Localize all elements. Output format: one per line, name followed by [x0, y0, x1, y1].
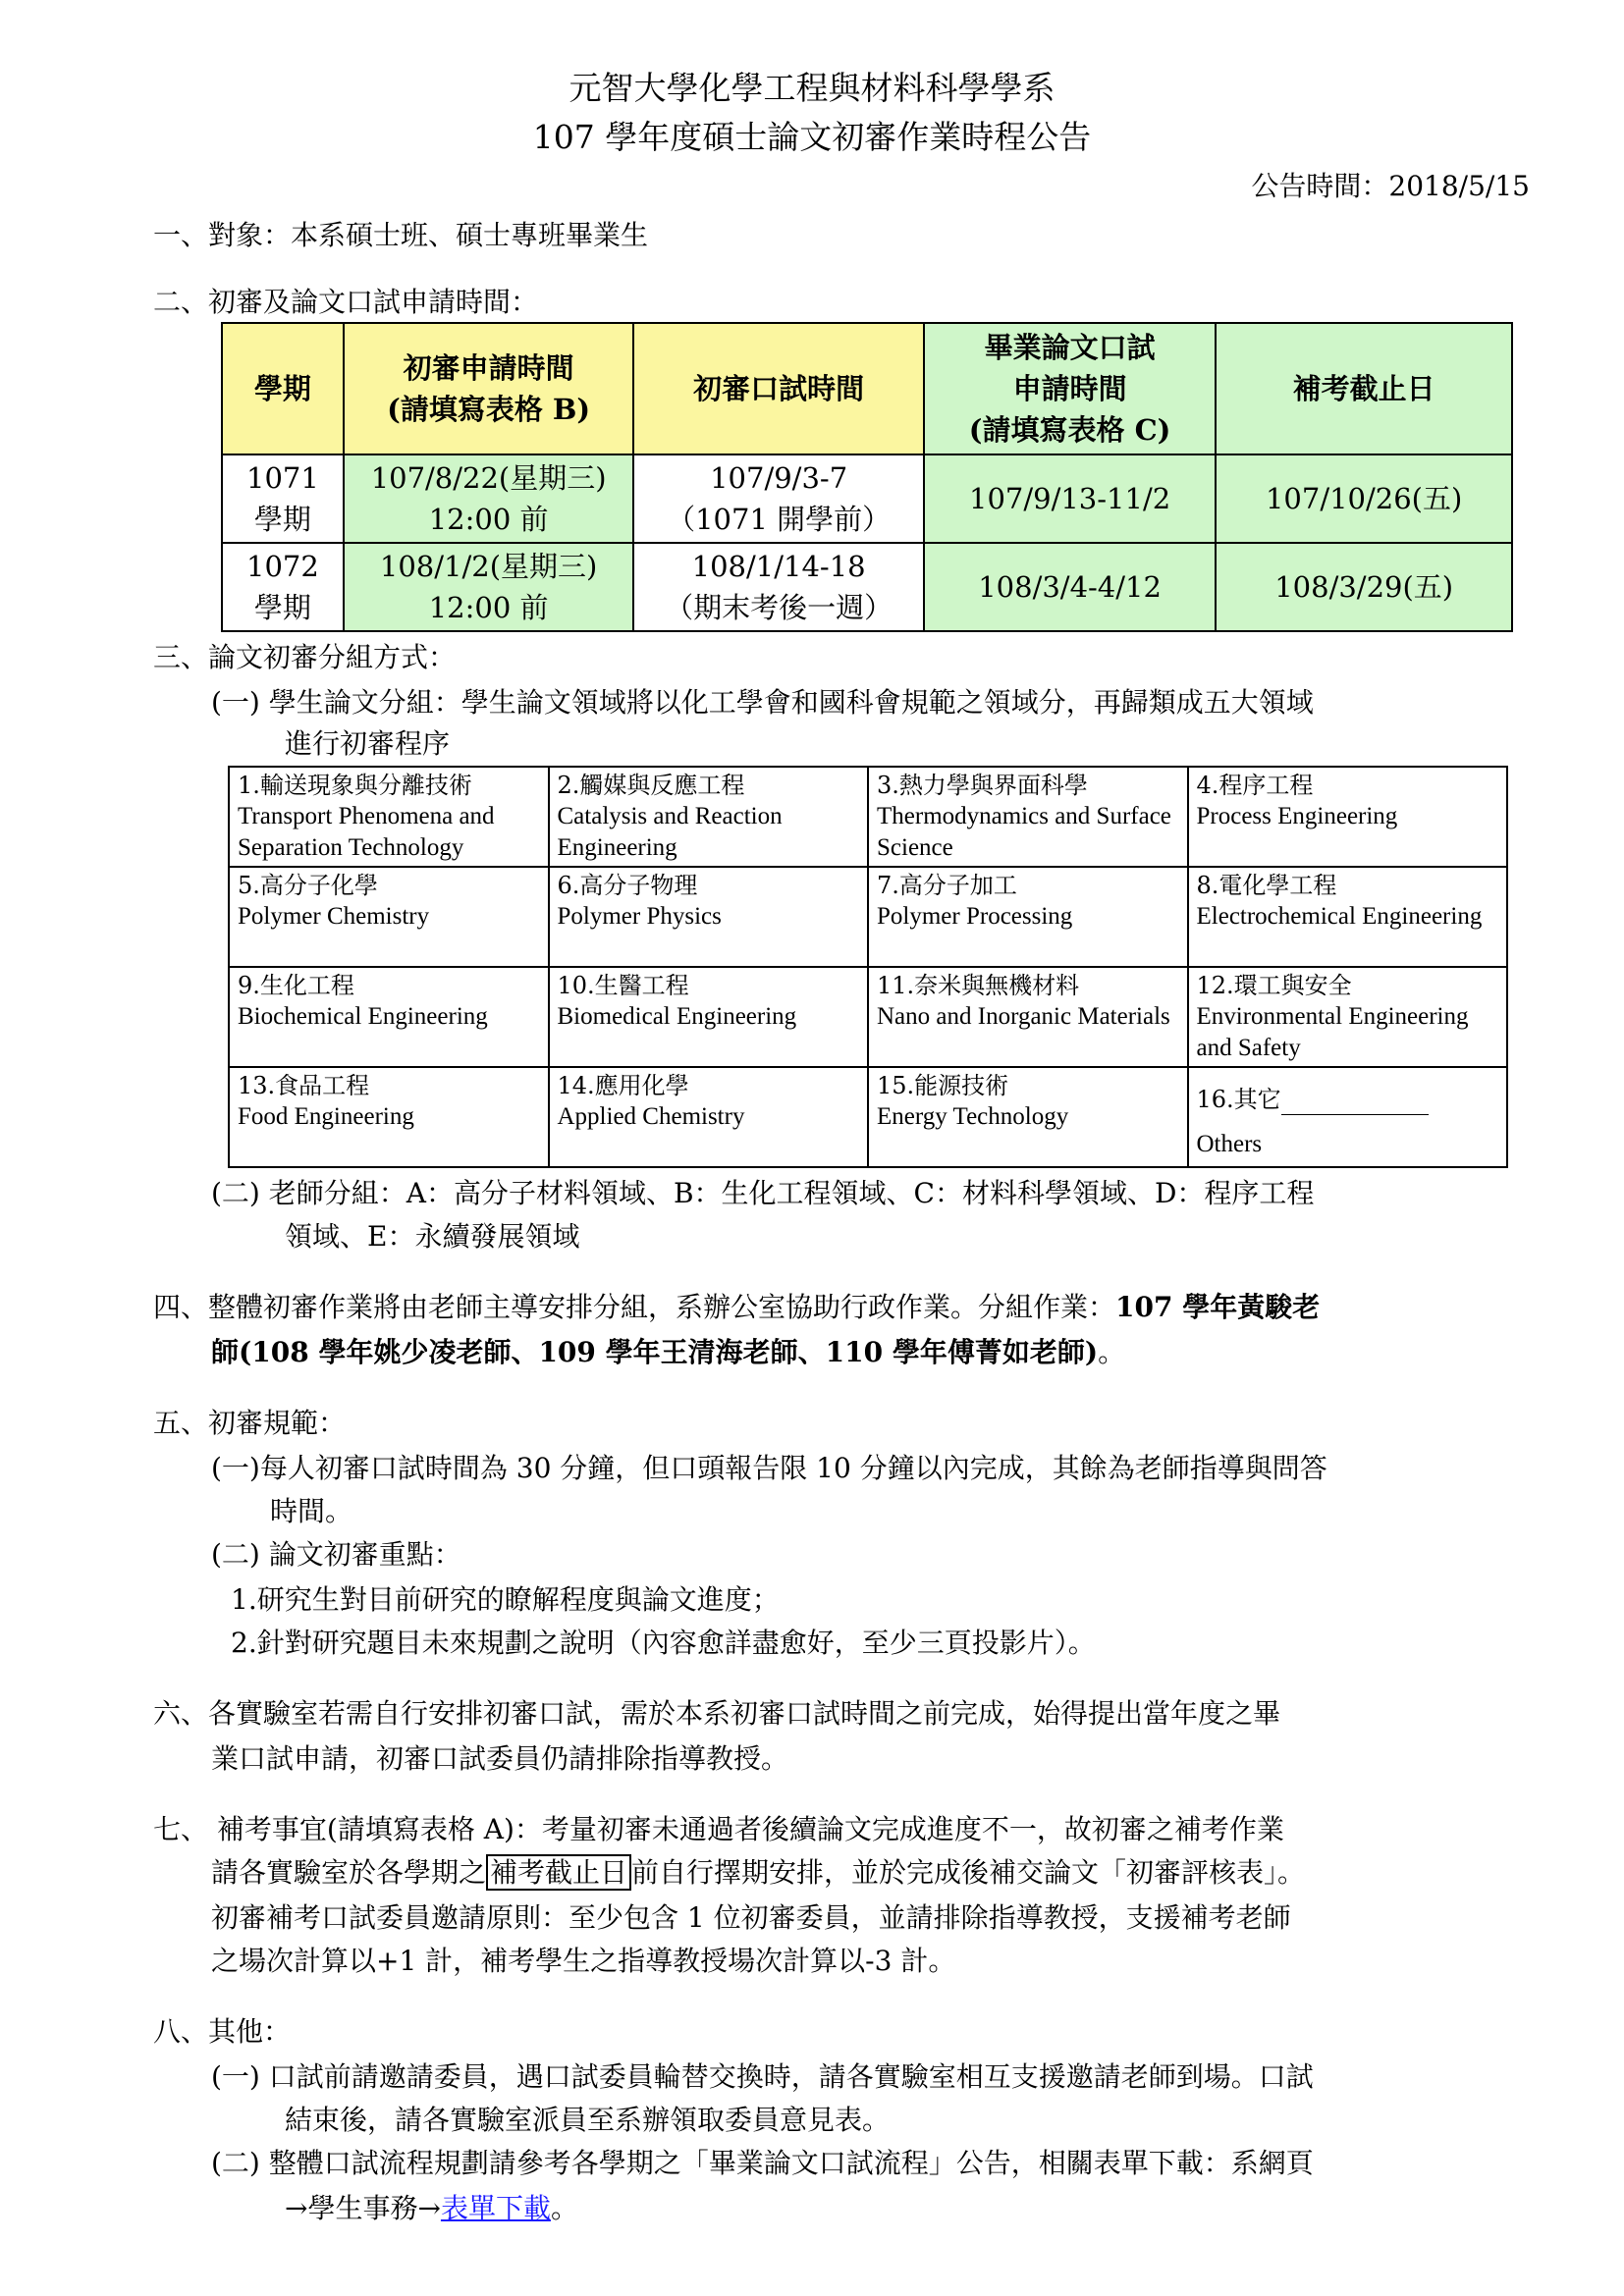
header-apply-time: 初審申請時間 (請填寫表格 B) — [344, 323, 634, 454]
section6-line1: 六、各實驗室若需自行安排初審口試，需於本系初審口試時間之前完成，始得提出當年度之畢 — [153, 1697, 1281, 1730]
section3-sub1-line1: (一) 學生論文分組：學生論文領域將以化工學會和國科會規範之領域分，再歸類成五大領域 — [211, 686, 1314, 719]
other-blank-line — [1281, 1089, 1429, 1115]
fields-row — [229, 867, 1507, 967]
section7-line2: 請各實驗室於各學期之 補考截止日 前自行擇期安排，並於完成後補交論文「初審評核表」。 — [211, 1856, 1306, 1889]
field-cell: 1.輸送現象與分離技術 Transport Phenomena and Separation Technology — [229, 767, 549, 867]
schedule-row-1072 — [222, 543, 1512, 631]
fields-row — [229, 1067, 1507, 1167]
cell-term: 1072 學期 — [222, 543, 344, 631]
form-download-link[interactable]: 表單下載 — [440, 2192, 551, 2224]
schedule-table — [221, 322, 1513, 632]
section8-heading: 八、其他： — [153, 2015, 292, 2048]
section8-sub2-line2: →學生事務→表單下載。 — [285, 2192, 578, 2224]
section5-sub1-line1: (一)每人初審口試時間為 30 分鐘，但口頭報告限 10 分鐘以內完成，其餘為老師指導與問答 — [211, 1452, 1327, 1484]
field-cell-other: 16.其它 Others — [1188, 1067, 1508, 1167]
research-fields-table — [228, 766, 1508, 1168]
section3-heading: 三、論文初審分組方式： — [153, 641, 457, 673]
field-cell: 8.電化學工程 Electrochemical Engineering — [1188, 867, 1508, 967]
section4-line1: 四、整體初審作業將由老師主導安排分組，系辦公室協助行政作業。分組作業：107 學年黃駿老 — [153, 1291, 1321, 1323]
field-cell: 13.食品工程 Food Engineering — [229, 1067, 549, 1167]
header-term: 學期 — [222, 323, 344, 454]
field-cell: 12.環工與安全 Environmental Engineering and Safety — [1188, 967, 1508, 1067]
field-cell: 5.高分子化學 Polymer Chemistry — [229, 867, 549, 967]
field-cell: 11.奈米與無機材料 Nano and Inorganic Materials — [868, 967, 1188, 1067]
section6-line2: 業口試申請，初審口試委員仍請排除指導教授。 — [211, 1742, 789, 1775]
field-cell: 15.能源技術 Energy Technology — [868, 1067, 1188, 1167]
field-cell: 4.程序工程 Process Engineering — [1188, 767, 1508, 867]
cell-apply-time: 107/8/22(星期三) 12:00 前 — [344, 454, 634, 543]
cell-deadline: 107/10/26(五) — [1216, 454, 1512, 543]
section5-point1: 1.研究生對目前研究的瞭解程度與論文進度； — [231, 1583, 780, 1616]
section7-line4: 之場次計算以+1 計，補考學生之指導教授場次計算以-3 計。 — [211, 1945, 956, 1977]
field-cell: 2.觸媒與反應工程 Catalysis and Reaction Engineering — [549, 767, 869, 867]
fields-row — [229, 967, 1507, 1067]
schedule-header-row — [222, 323, 1512, 454]
header-grad-oral: 畢業論文口試 申請時間 (請填寫表格 C) — [924, 323, 1216, 454]
section1-target: 一、對象：本系碩士班、碩士專班畢業生 — [153, 219, 649, 251]
fields-row — [229, 767, 1507, 867]
section5-sub2: (二) 論文初審重點： — [211, 1538, 461, 1571]
cell-grad-oral: 108/3/4-4/12 — [924, 543, 1216, 631]
field-cell: 6.高分子物理 Polymer Physics — [549, 867, 869, 967]
makeup-deadline-boxed: 補考截止日 — [486, 1854, 631, 1891]
section3-sub2-line1: (二) 老師分組：A：高分子材料領域、B：生化工程領域、C：材料科學領域、D：程序工程 — [211, 1177, 1315, 1209]
field-cell: 3.熱力學與界面科學 Thermodynamics and Surface Science — [868, 767, 1188, 867]
document-title-line2: 107 學年度碩士論文初審作業時程公告 — [532, 118, 1092, 156]
cell-apply-time: 108/1/2(星期三) 12:00 前 — [344, 543, 634, 631]
section3-sub1-line2: 進行初審程序 — [285, 727, 451, 760]
section4-line2: 師(108 學年姚少凌老師、109 學年王清海老師、110 學年傅菁如老師)。 — [211, 1336, 1126, 1368]
section5-point2: 2.針對研究題目未來規劃之說明（內容愈詳盡愈好，至少三頁投影片）。 — [231, 1627, 1096, 1659]
cell-deadline: 108/3/29(五) — [1216, 543, 1512, 631]
cell-oral-time: 108/1/14-18 （期末考後一週） — [633, 543, 923, 631]
section4-bold-teacher: 107 學年黃駿老 — [1115, 1291, 1321, 1323]
header-makeup-deadline: 補考截止日 — [1216, 323, 1512, 454]
header-oral-time: 初審口試時間 — [633, 323, 923, 454]
field-cell: 14.應用化學 Applied Chemistry — [549, 1067, 869, 1167]
document-title-line1: 元智大學化學工程與材料科學學系 — [568, 69, 1056, 107]
section5-heading: 五、初審規範： — [153, 1407, 347, 1439]
cell-term: 1071 學期 — [222, 454, 344, 543]
section8-sub2-line1: (二) 整體口試流程規劃請參考各學期之「畢業論文口試流程」公告，相關表單下載：系網頁 — [211, 2147, 1314, 2179]
section5-sub1-line2: 時間。 — [270, 1495, 353, 1527]
field-cell: 10.生醫工程 Biomedical Engineering — [549, 967, 869, 1067]
section8-sub1-line2: 結束後，請各實驗室派員至系辦領取委員意見表。 — [285, 2104, 891, 2136]
section2-heading: 二、初審及論文口試申請時間： — [153, 286, 539, 318]
field-cell: 7.高分子加工 Polymer Processing — [868, 867, 1188, 967]
field-cell: 9.生化工程 Biochemical Engineering — [229, 967, 549, 1067]
cell-oral-time: 107/9/3-7 （1071 開學前） — [633, 454, 923, 543]
announcement-date: 公告時間：2018/5/15 — [1251, 170, 1530, 202]
section7-line1: 七、 補考事宜(請填寫表格 A)：考量初審未通過者後續論文完成進度不一，故初審之補考作業 — [153, 1813, 1284, 1845]
schedule-row-1071 — [222, 454, 1512, 543]
cell-grad-oral: 107/9/13-11/2 — [924, 454, 1216, 543]
section3-sub2-line2: 領域、E：永續發展領域 — [285, 1220, 580, 1253]
section7-line3: 初審補考口試委員邀請原則：至少包含 1 位初審委員，並請排除指導教授，支援補考老師 — [211, 1901, 1291, 1934]
section8-sub1-line1: (一) 口試前請邀請委員，遇口試委員輪替交換時，請各實驗室相互支援邀請老師到場。口試 — [211, 2060, 1314, 2093]
